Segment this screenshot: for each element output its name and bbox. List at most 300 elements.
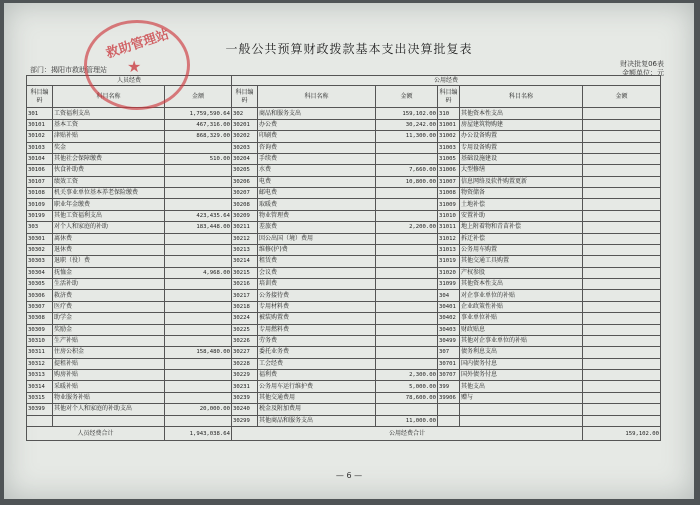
personnel-amount-cell: 1,759,590.64 (165, 108, 232, 119)
public-right-name-cell: 公务用车购置 (460, 244, 583, 255)
public-right-amount-cell (583, 404, 661, 415)
public-right-code-cell: 31002 (438, 131, 460, 142)
department-label: 部门：揭阳市救助管理站 (30, 66, 107, 74)
personnel-code-cell: 30315 (27, 392, 53, 403)
public-right-name-cell: 国内债务付息 (460, 358, 583, 369)
public-right-amount-cell (583, 188, 661, 199)
public-left-code-cell: 30218 (232, 301, 258, 312)
table-row (27, 301, 661, 312)
public-right-code-cell: 31009 (438, 199, 460, 210)
public-right-code-cell: 307 (438, 347, 460, 358)
public-total-amount: 159,102.00 (583, 427, 661, 441)
personnel-code-cell: 30103 (27, 142, 53, 153)
public-left-name-cell: 公务接待费 (258, 290, 376, 301)
public-left-code-cell: 30206 (232, 176, 258, 187)
table-row (27, 199, 661, 210)
public-right-name-cell: 安置补助 (460, 210, 583, 221)
personnel-amount-cell: 423,435.64 (165, 210, 232, 221)
table-row (27, 392, 661, 403)
public-left-amount-cell: 7,660.00 (376, 165, 438, 176)
public-right-amount-cell (583, 279, 661, 290)
personnel-amount-cell (165, 324, 232, 335)
public-right-name-cell: 大型修缮 (460, 165, 583, 176)
personnel-name-cell: 职业年金缴费 (53, 199, 165, 210)
public-left-code-cell: 30299 (232, 415, 258, 427)
personnel-name-cell: 抚恤金 (53, 267, 165, 278)
public-left-name-cell: 税金及附加费用 (258, 404, 376, 415)
personnel-total-label: 人员经费合计 (27, 427, 165, 441)
public-right-amount-cell (583, 370, 661, 381)
public-right-amount-cell (583, 267, 661, 278)
public-right-code-cell: 31001 (438, 119, 460, 130)
form-number: 财决批复06表 (620, 60, 664, 68)
personnel-amount-cell (165, 188, 232, 199)
public-left-amount-cell (376, 358, 438, 369)
public-left-amount-cell (376, 347, 438, 358)
public-right-code-cell: 31013 (438, 244, 460, 255)
code-header: 科目编码 (27, 86, 53, 108)
public-left-name-cell: 劳务费 (258, 335, 376, 346)
personnel-name-cell: 基本工资 (53, 119, 165, 130)
amount-header: 金额 (165, 86, 232, 108)
name-header: 科目名称 (460, 86, 583, 108)
table-row (27, 165, 661, 176)
public-left-amount-cell (376, 290, 438, 301)
public-right-name-cell: 国外债务付息 (460, 370, 583, 381)
public-left-amount-cell (376, 188, 438, 199)
table-row (27, 244, 661, 255)
public-left-amount-cell (376, 313, 438, 324)
personnel-name-cell: 提租补贴 (53, 358, 165, 369)
table-row (27, 279, 661, 290)
public-left-name-cell: 取暖费 (258, 199, 376, 210)
public-left-amount-cell (376, 279, 438, 290)
public-right-amount-cell (583, 415, 661, 427)
public-right-amount-cell (583, 233, 661, 244)
personnel-code-cell: 30313 (27, 370, 53, 381)
personnel-total-amount: 1,943,038.64 (165, 427, 232, 441)
personnel-code-cell: 30106 (27, 165, 53, 176)
personnel-name-cell: 其他工资福利支出 (53, 210, 165, 221)
public-right-code-cell: 31099 (438, 279, 460, 290)
personnel-name-cell: 购房补贴 (53, 370, 165, 381)
star-icon: ★ (127, 57, 142, 76)
public-right-amount-cell (583, 301, 661, 312)
personnel-name-cell: 其他社会保障缴费 (53, 153, 165, 164)
public-left-name-cell: 专用燃料费 (258, 324, 376, 335)
public-left-code-cell: 30215 (232, 267, 258, 278)
budget-approval-table (26, 75, 661, 441)
public-left-name-cell: 会议费 (258, 267, 376, 278)
public-right-name-cell: 事业单位补贴 (460, 313, 583, 324)
table-row (27, 267, 661, 278)
public-right-amount-cell (583, 199, 661, 210)
public-left-name-cell: 公务用车运行维护费 (258, 381, 376, 392)
personnel-code-cell: 30304 (27, 267, 53, 278)
public-right-name-cell: 基础设施建设 (460, 153, 583, 164)
public-left-code-cell: 30207 (232, 188, 258, 199)
public-left-code-cell: 30203 (232, 142, 258, 153)
personnel-name-cell: 采暖补贴 (53, 381, 165, 392)
public-left-name-cell: 物业管理费 (258, 210, 376, 221)
public-left-amount-cell: 11,000.00 (376, 415, 438, 427)
public-left-amount-cell (376, 335, 438, 346)
public-left-amount-cell (376, 233, 438, 244)
public-header: 公用经费 (232, 76, 661, 86)
table-header-row-1 (27, 76, 661, 86)
table-row (27, 131, 661, 142)
public-left-name-cell: 委托业务费 (258, 347, 376, 358)
public-left-amount-cell (376, 301, 438, 312)
table-row (27, 370, 661, 381)
personnel-amount-cell: 158,480.00 (165, 347, 232, 358)
public-right-amount-cell (583, 131, 661, 142)
public-right-name-cell: 其他对企事业单位的补贴 (460, 335, 583, 346)
personnel-amount-cell (165, 165, 232, 176)
public-left-code-cell: 30213 (232, 244, 258, 255)
public-left-amount-cell: 30,242.00 (376, 119, 438, 130)
public-left-name-cell: 电费 (258, 176, 376, 187)
personnel-amount-cell (165, 290, 232, 301)
public-right-code-cell: 399 (438, 381, 460, 392)
public-right-name-cell: 企业政策性补贴 (460, 301, 583, 312)
public-right-name-cell: 债务利息支出 (460, 347, 583, 358)
public-left-name-cell: 维修(护)费 (258, 244, 376, 255)
personnel-name-cell: 退休费 (53, 244, 165, 255)
public-right-amount-cell (583, 358, 661, 369)
personnel-code-cell: 30314 (27, 381, 53, 392)
personnel-name-cell: 物业服务补贴 (53, 392, 165, 403)
public-right-name-cell: 产权参股 (460, 267, 583, 278)
public-right-name-cell: 拆迁补偿 (460, 233, 583, 244)
public-left-name-cell: 其他商品和服务支出 (258, 415, 376, 427)
public-left-amount-cell: 11,300.00 (376, 131, 438, 142)
public-left-amount-cell (376, 324, 438, 335)
public-right-amount-cell (583, 176, 661, 187)
public-right-code-cell: 31012 (438, 233, 460, 244)
public-right-name-cell: 房屋建筑物购建 (460, 119, 583, 130)
personnel-amount-cell (165, 279, 232, 290)
personnel-code-cell: 30310 (27, 335, 53, 346)
public-right-amount-cell (583, 290, 661, 301)
public-left-name-cell: 水费 (258, 165, 376, 176)
public-right-amount-cell (583, 256, 661, 267)
public-right-code-cell: 31008 (438, 188, 460, 199)
public-left-amount-cell (376, 256, 438, 267)
public-left-name-cell: 因公出国（境）费用 (258, 233, 376, 244)
public-left-name-cell: 印刷费 (258, 131, 376, 142)
public-total-label: 公用经费合计 (232, 427, 583, 441)
public-left-name-cell: 咨询费 (258, 142, 376, 153)
table-row (27, 415, 661, 427)
public-right-amount-cell (583, 392, 661, 403)
personnel-code-cell: 30104 (27, 153, 53, 164)
amount-header: 金额 (376, 86, 438, 108)
personnel-code-cell: 30303 (27, 256, 53, 267)
public-right-code-cell (438, 415, 460, 427)
personnel-name-cell: 助学金 (53, 313, 165, 324)
public-left-code-cell: 30212 (232, 233, 258, 244)
table-row (27, 222, 661, 233)
public-right-code-cell: 30707 (438, 370, 460, 381)
personnel-name-cell: 住房公积金 (53, 347, 165, 358)
amount-header: 金额 (583, 86, 661, 108)
public-left-name-cell: 邮电费 (258, 188, 376, 199)
public-right-amount-cell (583, 108, 661, 119)
table-row (27, 313, 661, 324)
table-row (27, 347, 661, 358)
amount-unit: 金额单位：元 (622, 69, 664, 77)
personnel-code-cell: 30305 (27, 279, 53, 290)
public-left-name-cell: 工会经费 (258, 358, 376, 369)
public-left-amount-cell: 2,300.00 (376, 370, 438, 381)
page-number: — 6 — (335, 471, 363, 480)
personnel-code-cell: 30102 (27, 131, 53, 142)
personnel-amount-cell (165, 233, 232, 244)
table-row (27, 358, 661, 369)
public-left-code-cell: 30227 (232, 347, 258, 358)
public-left-code-cell: 30217 (232, 290, 258, 301)
personnel-amount-cell: 510.00 (165, 153, 232, 164)
public-right-code-cell: 31003 (438, 142, 460, 153)
public-right-amount-cell (583, 335, 661, 346)
public-right-code-cell: 39906 (438, 392, 460, 403)
public-right-name-cell: 土地补偿 (460, 199, 583, 210)
personnel-code-cell: 30307 (27, 301, 53, 312)
personnel-name-cell: 生产补贴 (53, 335, 165, 346)
public-left-code-cell: 30229 (232, 370, 258, 381)
public-right-amount-cell (583, 165, 661, 176)
personnel-code-cell: 303 (27, 222, 53, 233)
public-right-code-cell: 30701 (438, 358, 460, 369)
public-right-name-cell (460, 415, 583, 427)
public-left-amount-cell: 2,200.00 (376, 222, 438, 233)
personnel-name-cell (53, 415, 165, 427)
table-header-row-2 (27, 86, 661, 108)
public-right-code-cell: 30403 (438, 324, 460, 335)
public-left-name-cell: 福利费 (258, 370, 376, 381)
personnel-name-cell: 医疗费 (53, 301, 165, 312)
public-left-code-cell: 30208 (232, 199, 258, 210)
public-right-code-cell: 31011 (438, 222, 460, 233)
public-right-amount-cell (583, 210, 661, 221)
public-right-amount-cell (583, 244, 661, 255)
public-right-code-cell: 31006 (438, 165, 460, 176)
personnel-code-cell: 30308 (27, 313, 53, 324)
totals-row (27, 427, 661, 441)
public-right-name-cell: 信息网络及软件购置更新 (460, 176, 583, 187)
table-row (27, 176, 661, 187)
table-row (27, 324, 661, 335)
personnel-name-cell: 津贴补贴 (53, 131, 165, 142)
code-header: 科目编码 (438, 86, 460, 108)
personnel-code-cell: 30109 (27, 199, 53, 210)
page-title: 一般公共预算财政拨款基本支出决算批复表 (225, 42, 473, 56)
personnel-amount-cell: 20,000.00 (165, 404, 232, 415)
personnel-amount-cell (165, 370, 232, 381)
public-right-name-cell: 对企事业单位的补贴 (460, 290, 583, 301)
public-right-name-cell (460, 404, 583, 415)
public-left-amount-cell (376, 142, 438, 153)
public-left-code-cell: 30225 (232, 324, 258, 335)
public-right-name-cell: 其他资本性支出 (460, 279, 583, 290)
public-right-name-cell: 物资储备 (460, 188, 583, 199)
personnel-name-cell: 救济费 (53, 290, 165, 301)
public-left-code-cell: 30209 (232, 210, 258, 221)
personnel-amount-cell (165, 335, 232, 346)
personnel-name-cell: 离休费 (53, 233, 165, 244)
public-left-amount-cell: 159,102.00 (376, 108, 438, 119)
name-header: 科目名称 (258, 86, 376, 108)
personnel-name-cell: 对个人和家庭的补助 (53, 222, 165, 233)
personnel-amount-cell: 183,448.00 (165, 222, 232, 233)
public-left-name-cell: 培训费 (258, 279, 376, 290)
public-left-code-cell: 30239 (232, 392, 258, 403)
table-row (27, 290, 661, 301)
public-left-code-cell: 30205 (232, 165, 258, 176)
public-left-name-cell: 手续费 (258, 153, 376, 164)
public-left-amount-cell (376, 199, 438, 210)
personnel-code-cell: 30312 (27, 358, 53, 369)
public-left-code-cell: 30211 (232, 222, 258, 233)
public-right-amount-cell (583, 222, 661, 233)
public-right-amount-cell (583, 324, 661, 335)
personnel-code-cell: 301 (27, 108, 53, 119)
public-right-code-cell: 30402 (438, 313, 460, 324)
public-left-name-cell: 办公费 (258, 119, 376, 130)
public-right-code-cell: 30499 (438, 335, 460, 346)
public-left-name-cell: 商品和服务支出 (258, 108, 376, 119)
public-left-name-cell: 差旅费 (258, 222, 376, 233)
public-right-name-cell: 其他交通工具购置 (460, 256, 583, 267)
public-right-name-cell: 地上附着物和青苗补偿 (460, 222, 583, 233)
public-left-code-cell: 30226 (232, 335, 258, 346)
personnel-name-cell: 奖励金 (53, 324, 165, 335)
public-left-name-cell: 租赁费 (258, 256, 376, 267)
public-left-code-cell: 30214 (232, 256, 258, 267)
personnel-amount-cell (165, 256, 232, 267)
public-right-name-cell: 其他资本性支出 (460, 108, 583, 119)
personnel-code-cell: 30199 (27, 210, 53, 221)
public-right-code-cell: 30401 (438, 301, 460, 312)
personnel-amount-cell (165, 415, 232, 427)
public-right-code-cell: 304 (438, 290, 460, 301)
public-left-name-cell: 专用材料费 (258, 301, 376, 312)
personnel-amount-cell (165, 358, 232, 369)
table-row (27, 256, 661, 267)
table-row (27, 142, 661, 153)
seal-text: 救助管理站 (104, 27, 171, 62)
public-right-code-cell: 31019 (438, 256, 460, 267)
public-left-code-cell: 30204 (232, 153, 258, 164)
public-left-name-cell: 被装购置费 (258, 313, 376, 324)
personnel-name-cell: 生活补助 (53, 279, 165, 290)
personnel-code-cell: 30309 (27, 324, 53, 335)
table-row (27, 381, 661, 392)
public-left-code-cell: 30240 (232, 404, 258, 415)
personnel-code-cell (27, 415, 53, 427)
personnel-name-cell: 退职（役）费 (53, 256, 165, 267)
personnel-code-cell: 30101 (27, 119, 53, 130)
public-right-amount-cell (583, 381, 661, 392)
public-right-code-cell: 31010 (438, 210, 460, 221)
personnel-name-cell: 机关事业单位基本养老保险缴费 (53, 188, 165, 199)
personnel-code-cell: 30302 (27, 244, 53, 255)
public-left-amount-cell (376, 404, 438, 415)
personnel-amount-cell (165, 313, 232, 324)
personnel-amount-cell: 4,968.00 (165, 267, 232, 278)
personnel-amount-cell (165, 176, 232, 187)
public-right-amount-cell (583, 347, 661, 358)
public-right-amount-cell (583, 119, 661, 130)
personnel-code-cell: 30301 (27, 233, 53, 244)
personnel-amount-cell: 868,329.00 (165, 131, 232, 142)
public-left-code-cell: 30201 (232, 119, 258, 130)
personnel-name-cell: 其他对个人和家庭的补助支出 (53, 404, 165, 415)
public-left-code-cell: 302 (232, 108, 258, 119)
personnel-amount-cell (165, 392, 232, 403)
public-left-amount-cell (376, 153, 438, 164)
code-header: 科目编码 (232, 86, 258, 108)
public-right-amount-cell (583, 153, 661, 164)
table-row (27, 119, 661, 130)
public-right-code-cell: 31020 (438, 267, 460, 278)
public-right-code-cell (438, 404, 460, 415)
public-left-name-cell: 其他交通费用 (258, 392, 376, 403)
public-left-code-cell: 30231 (232, 381, 258, 392)
personnel-code-cell: 30306 (27, 290, 53, 301)
table-row (27, 153, 661, 164)
personnel-name-cell: 伙食补助费 (53, 165, 165, 176)
table-row (27, 210, 661, 221)
public-right-name-cell: 办公设备购置 (460, 131, 583, 142)
public-right-name-cell: 专用设备购置 (460, 142, 583, 153)
table-row (27, 233, 661, 244)
public-right-name-cell: 赠与 (460, 392, 583, 403)
public-left-code-cell: 30202 (232, 131, 258, 142)
public-right-name-cell: 其他支出 (460, 381, 583, 392)
personnel-amount-cell (165, 301, 232, 312)
personnel-code-cell: 30107 (27, 176, 53, 187)
personnel-name-cell: 奖金 (53, 142, 165, 153)
personnel-name-cell: 工资福利支出 (53, 108, 165, 119)
public-left-code-cell: 30216 (232, 279, 258, 290)
public-left-code-cell: 30224 (232, 313, 258, 324)
personnel-header: 人员经费 (27, 76, 232, 86)
public-left-amount-cell (376, 267, 438, 278)
public-left-amount-cell: 5,000.00 (376, 381, 438, 392)
personnel-code-cell: 30399 (27, 404, 53, 415)
public-left-amount-cell (376, 210, 438, 221)
public-right-code-cell: 31005 (438, 153, 460, 164)
public-left-amount-cell: 10,800.00 (376, 176, 438, 187)
table-row (27, 108, 661, 119)
public-right-name-cell: 财政贴息 (460, 324, 583, 335)
personnel-amount-cell (165, 199, 232, 210)
personnel-amount-cell: 467,316.00 (165, 119, 232, 130)
personnel-code-cell: 30311 (27, 347, 53, 358)
table-row (27, 188, 661, 199)
public-left-amount-cell (376, 244, 438, 255)
public-left-amount-cell: 78,600.00 (376, 392, 438, 403)
public-right-amount-cell (583, 313, 661, 324)
personnel-name-cell: 绩效工资 (53, 176, 165, 187)
public-right-code-cell: 310 (438, 108, 460, 119)
name-header: 科目名称 (53, 86, 165, 108)
personnel-amount-cell (165, 244, 232, 255)
personnel-amount-cell (165, 381, 232, 392)
personnel-code-cell: 30108 (27, 188, 53, 199)
